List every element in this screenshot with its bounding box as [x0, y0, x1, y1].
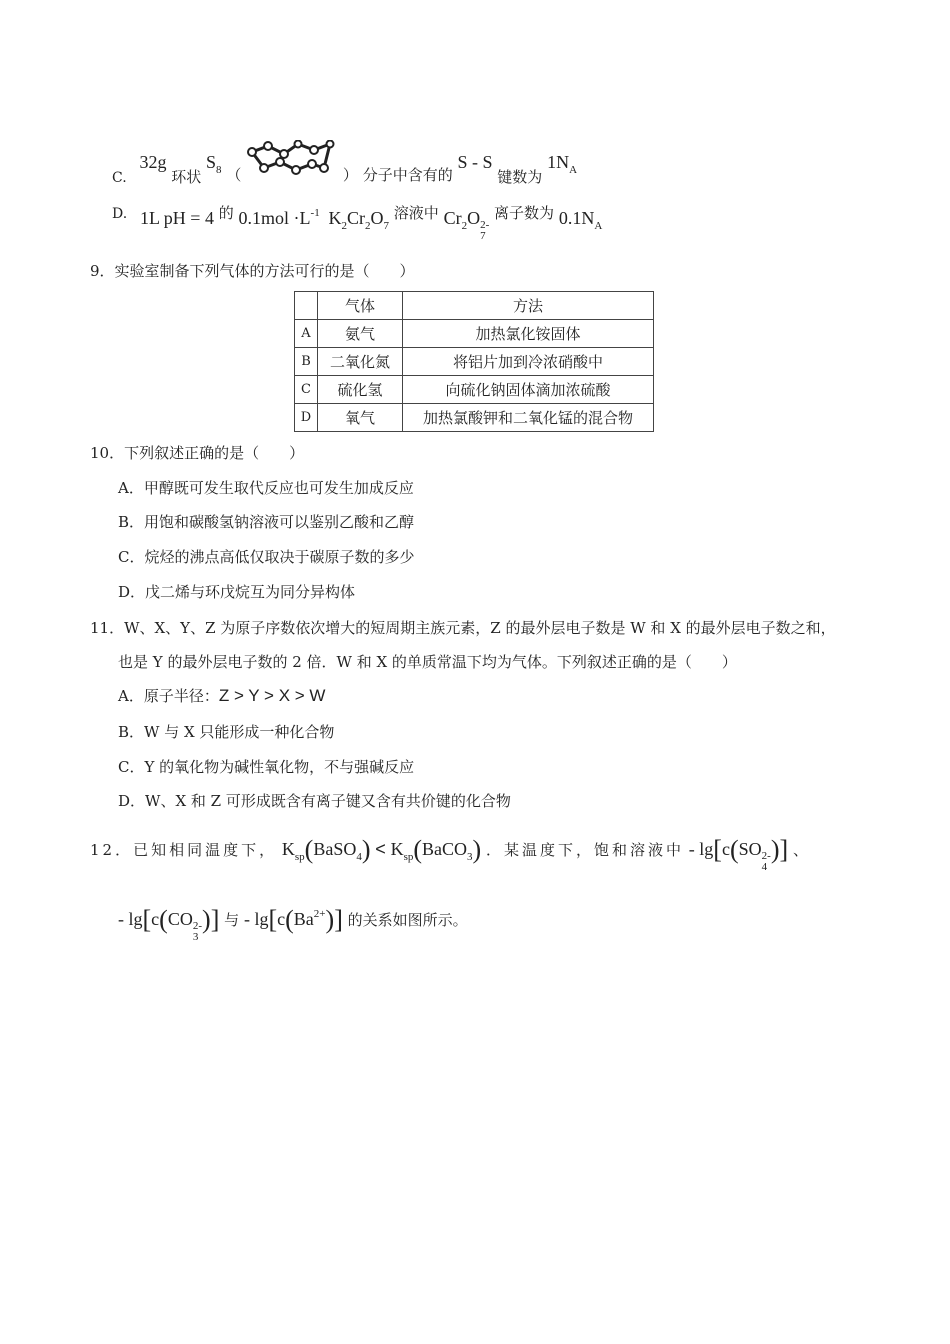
q10-option-a: A．甲醇既可发生取代反应也可发生加成反应: [118, 479, 414, 497]
ksp-baco3: $K_{sp}(BaCO_3)$: [390, 835, 482, 864]
q11-stem-line2: 也是 Y 的最外层电子数的 2 倍．W 和 X 的单质常温下均为气体。下列叙述正确的是（ ）: [118, 653, 737, 671]
q12-mid: ．某温度下，饱和溶液中: [486, 841, 685, 859]
option-label: C.: [112, 170, 127, 186]
ring-text: 环状: [171, 168, 202, 186]
q12-lead: 12．已知相同温度下，: [90, 841, 278, 859]
table-row: [295, 404, 654, 432]
bond-formula: S - S: [457, 152, 493, 172]
table-cell: 氨气: [318, 320, 403, 348]
table-header-cell: 方法: [403, 292, 654, 320]
q9-stem: 9．实验室制备下列气体的方法可行的是（ ）: [90, 262, 415, 280]
close-paren: ）: [342, 166, 358, 184]
table-cell: 氧气: [318, 404, 403, 432]
q12-tail: 的关系如图所示。: [347, 911, 468, 929]
table-cell: B: [295, 348, 318, 376]
less-than: <: [375, 839, 386, 859]
q10-option-b: B．用饱和碳酸氢钠溶液可以鉴别乙酸和乙醇: [118, 513, 415, 531]
neg-lg-sulfate: - lg[c(SO 2- 4 )]: [688, 835, 789, 873]
q11-option-a: [118, 686, 325, 706]
table-cell: A: [295, 320, 318, 348]
table-row: [295, 320, 654, 348]
q12-line2: [118, 904, 468, 943]
table-header-cell: [295, 292, 318, 320]
text-bond-count: 键数为: [497, 168, 543, 186]
table-cell: 加热氯化铵固体: [403, 320, 654, 348]
option-text: A．原子半径：: [118, 687, 219, 705]
s8-ring-molecule-image: [246, 140, 338, 180]
table-cell: 二氧化氮: [318, 348, 403, 376]
table-row: [295, 376, 654, 404]
neg-lg-barium: - $\lg[c(Ba^{2+})]$: [243, 905, 343, 934]
table-header-cell: 气体: [318, 292, 403, 320]
table-cell: 将铝片加到冷浓硝酸中: [403, 348, 654, 376]
table-cell: C: [295, 376, 318, 404]
q11-option-d: D．W、X 和 Z 可形成既含有离子键又含有共价键的化合物: [118, 792, 511, 810]
table-cell: 加热氯酸钾和二氧化锰的混合物: [403, 404, 654, 432]
volume-ph: 1L pH = 4: [139, 208, 214, 228]
q10-stem: 10．下列叙述正确的是（ ）: [90, 444, 305, 462]
radius-order: Z > Y > X > W: [218, 686, 326, 705]
dichromate-ion: $Cr_2O$ 2- 7: [443, 208, 490, 242]
ksp-baso4: $K_{sp}(BaSO_4)$: [281, 835, 371, 864]
answer-value: $1N_A$: [547, 152, 578, 176]
q11-option-b: B．W 与 X 只能形成一种化合物: [118, 723, 335, 741]
answer-value: $0.1N_A$: [558, 208, 603, 232]
q12-line1: [90, 834, 808, 873]
q10-option-c: C．烷烃的沸点高低仅取决于碳原子数的多少: [118, 548, 415, 566]
mass-value: 32g: [139, 152, 167, 172]
table-cell: D: [295, 404, 318, 432]
concentration: $0.1mol \cdot L^{-1}$: [238, 207, 320, 228]
table-cell: 硫化氢: [318, 376, 403, 404]
text-ion-count: 离子数为: [494, 204, 555, 222]
text-in-solution: 溶液中: [393, 204, 439, 222]
q8-option-d: [112, 204, 602, 242]
open-paren: （: [226, 166, 242, 184]
neg-lg-carbonate: - lg[c(CO 2- 3 )]: [118, 905, 220, 943]
text-and: 与: [224, 911, 240, 929]
table-row: [295, 348, 654, 376]
q10-option-d: D．戊二烯与环戊烷互为同分异构体: [118, 583, 356, 601]
text-molecule: 分子中含有的: [362, 166, 453, 184]
text-of: 的: [218, 204, 234, 222]
gas-method-table: [294, 291, 654, 432]
table-cell: 向硫化钠固体滴加浓硫酸: [403, 376, 654, 404]
q11-option-c: C．Y 的氧化物为碱性氧化物，不与强碱反应: [118, 758, 415, 776]
table-header-row: [295, 292, 654, 320]
option-label: D.: [112, 206, 128, 222]
dichromate-formula: $K_2Cr_2O_7$: [328, 208, 389, 232]
q11-stem-line1: 11．W、X、Y、Z 为原子序数依次增大的短周期主族元素，Z 的最外层电子数是 W 和 X 的最外层电子数之和，: [90, 619, 836, 637]
separator: 、: [792, 841, 808, 859]
s8-formula: $S_8$: [206, 152, 222, 176]
q8-option-c: [112, 140, 577, 187]
